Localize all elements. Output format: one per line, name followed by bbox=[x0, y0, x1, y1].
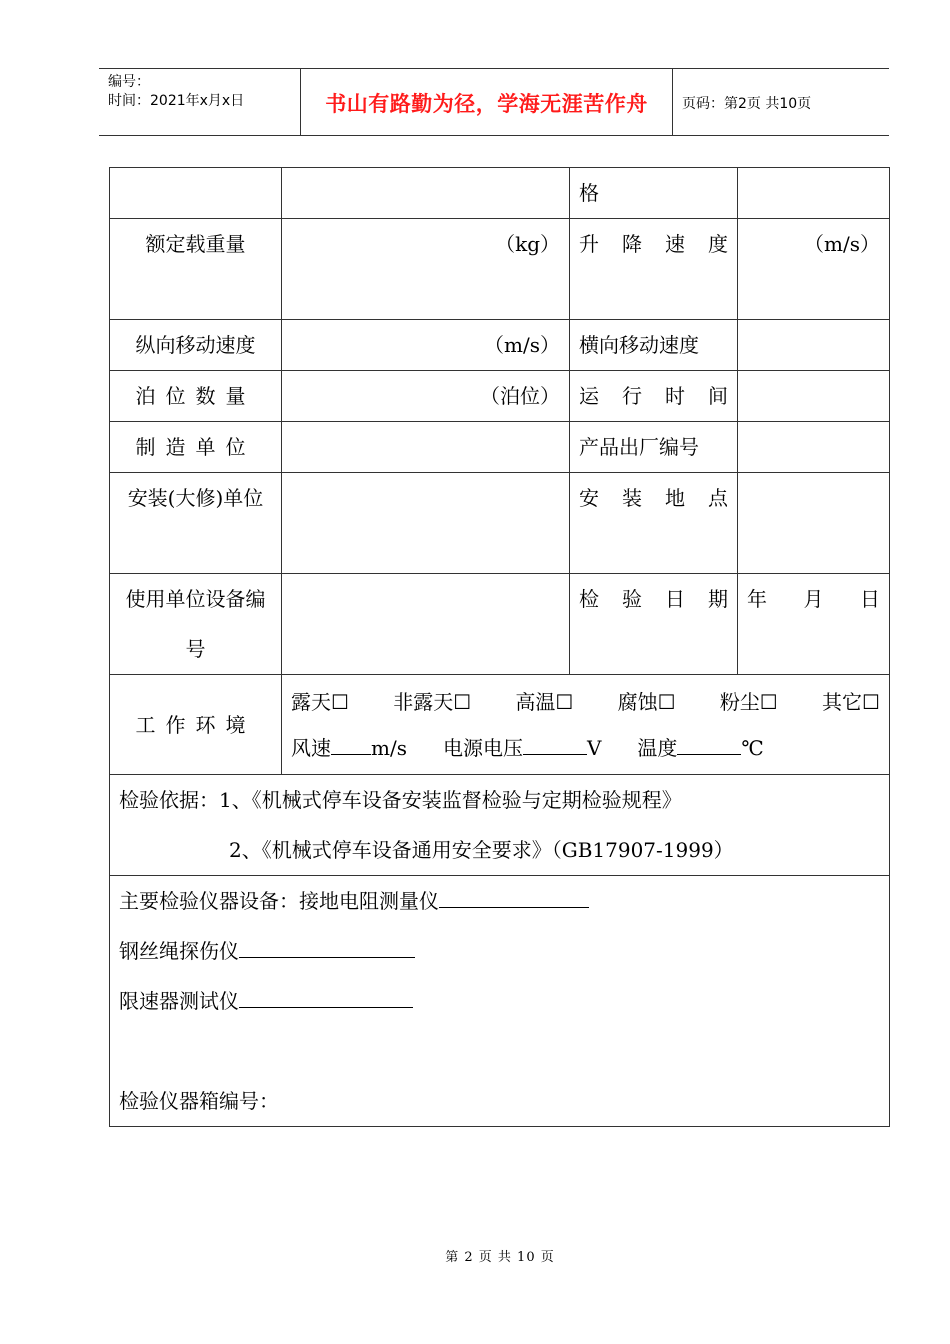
env-option-dust[interactable]: 粉尘☐ bbox=[719, 690, 778, 714]
empty-cell bbox=[282, 422, 570, 473]
spec-label-cont: 格 bbox=[570, 168, 738, 219]
table-row bbox=[110, 320, 890, 371]
berth-count-unit: （泊位） bbox=[282, 371, 570, 422]
lift-speed-unit: （m/s） bbox=[738, 219, 890, 320]
table-row bbox=[110, 422, 890, 473]
serial-label: 编号： bbox=[108, 74, 150, 90]
temperature-unit: ℃ bbox=[741, 736, 764, 760]
table-row bbox=[110, 876, 890, 1127]
instruments-cell bbox=[110, 876, 890, 1127]
install-site-label: 安装地点 bbox=[570, 473, 738, 574]
env-options bbox=[291, 675, 880, 725]
ground-resistance-blank[interactable] bbox=[439, 885, 589, 908]
wind-speed-field bbox=[291, 725, 407, 771]
voltage-field bbox=[443, 725, 601, 771]
basis-line-1: 检验依据：1、《机械式停车设备安装监督检验与定期检验规程》 bbox=[119, 788, 682, 812]
env-option-other[interactable]: 其它☐ bbox=[822, 690, 880, 714]
long-speed-label: 纵向移动速度 bbox=[110, 320, 282, 371]
inspection-date-value: 年 月 日 bbox=[738, 574, 890, 675]
user-device-no-label: 使用单位设备编号 bbox=[110, 574, 282, 675]
rope-detector-blank[interactable] bbox=[239, 935, 415, 958]
inspection-basis-cell bbox=[110, 775, 890, 876]
header-divider bbox=[672, 69, 673, 136]
temperature-blank[interactable] bbox=[677, 736, 741, 755]
table-row bbox=[110, 168, 890, 219]
voltage-label: 电源电压 bbox=[442, 736, 523, 760]
spacer bbox=[119, 1026, 880, 1076]
env-option-high-temp[interactable]: 高温☐ bbox=[515, 690, 574, 714]
table-row bbox=[110, 675, 890, 775]
env-option-indoor[interactable]: 非露天☐ bbox=[393, 690, 472, 714]
voltage-unit: V bbox=[586, 736, 602, 760]
maker-label: 制造单位 bbox=[110, 422, 282, 473]
berth-count-label: 泊位数量 bbox=[110, 371, 282, 422]
wind-speed-label: 风速 bbox=[291, 736, 331, 760]
empty-cell bbox=[282, 168, 570, 219]
cross-speed-label: 横向移动速度 bbox=[570, 320, 738, 371]
time-label: 时间：2021年x月x日 bbox=[108, 93, 245, 109]
empty-cell bbox=[738, 320, 890, 371]
basis-line-2: 2、《机械式停车设备通用安全要求》（GB17907-1999） bbox=[229, 838, 734, 862]
page-header bbox=[99, 68, 889, 136]
env-measurements bbox=[291, 725, 880, 771]
header-meta bbox=[108, 73, 244, 111]
inspection-form-table bbox=[109, 167, 890, 1127]
header-motto: 书山有路勤为径，学海无涯苦作舟 bbox=[325, 91, 648, 116]
work-env-label: 工作环境 bbox=[110, 675, 282, 775]
speed-limiter-label: 限速器测试仪 bbox=[119, 989, 239, 1013]
empty-cell bbox=[738, 371, 890, 422]
table-row bbox=[110, 473, 890, 574]
wind-speed-unit: m/s bbox=[371, 736, 407, 760]
rated-load-label: 额定载重量 bbox=[110, 219, 282, 320]
temperature-field bbox=[637, 725, 763, 771]
empty-cell bbox=[738, 168, 890, 219]
wind-speed-blank[interactable] bbox=[331, 736, 371, 755]
env-option-open-air[interactable]: 露天☐ bbox=[291, 690, 349, 714]
lift-speed-label: 升降速度 bbox=[570, 219, 738, 320]
ground-resistance-line bbox=[119, 876, 880, 926]
temperature-label: 温度 bbox=[637, 736, 678, 760]
installer-label: 安装(大修)单位 bbox=[110, 473, 282, 574]
speed-limiter-line bbox=[119, 976, 880, 1026]
env-option-corrosion[interactable]: 腐蚀☐ bbox=[617, 690, 676, 714]
rope-detector-line bbox=[119, 926, 880, 976]
work-env-cell bbox=[282, 675, 890, 775]
empty-cell bbox=[738, 422, 890, 473]
table-row bbox=[110, 219, 890, 320]
run-time-label: 运行时间 bbox=[570, 371, 738, 422]
rope-detector-label: 钢丝绳探伤仪 bbox=[119, 939, 239, 963]
instrument-box-no-label: 检验仪器箱编号： bbox=[119, 1089, 279, 1113]
speed-limiter-blank[interactable] bbox=[239, 985, 413, 1008]
main-instruments-label: 主要检验仪器设备：接地电阻测量仪 bbox=[119, 889, 439, 913]
empty-cell bbox=[282, 473, 570, 574]
table-row bbox=[110, 371, 890, 422]
voltage-blank[interactable] bbox=[523, 736, 587, 755]
empty-cell bbox=[282, 574, 570, 675]
inspection-date-label: 检验日期 bbox=[570, 574, 738, 675]
table-row bbox=[110, 775, 890, 876]
page-footer: 第 2 页 共 10 页 bbox=[445, 1250, 555, 1265]
empty-cell bbox=[110, 168, 282, 219]
empty-cell bbox=[738, 473, 890, 574]
rated-load-unit: （kg） bbox=[282, 219, 570, 320]
factory-no-label: 产品出厂编号 bbox=[570, 422, 738, 473]
header-page-info: 页码：第2页 共10页 bbox=[682, 95, 812, 112]
long-speed-unit: （m/s） bbox=[282, 320, 570, 371]
table-row bbox=[110, 574, 890, 675]
